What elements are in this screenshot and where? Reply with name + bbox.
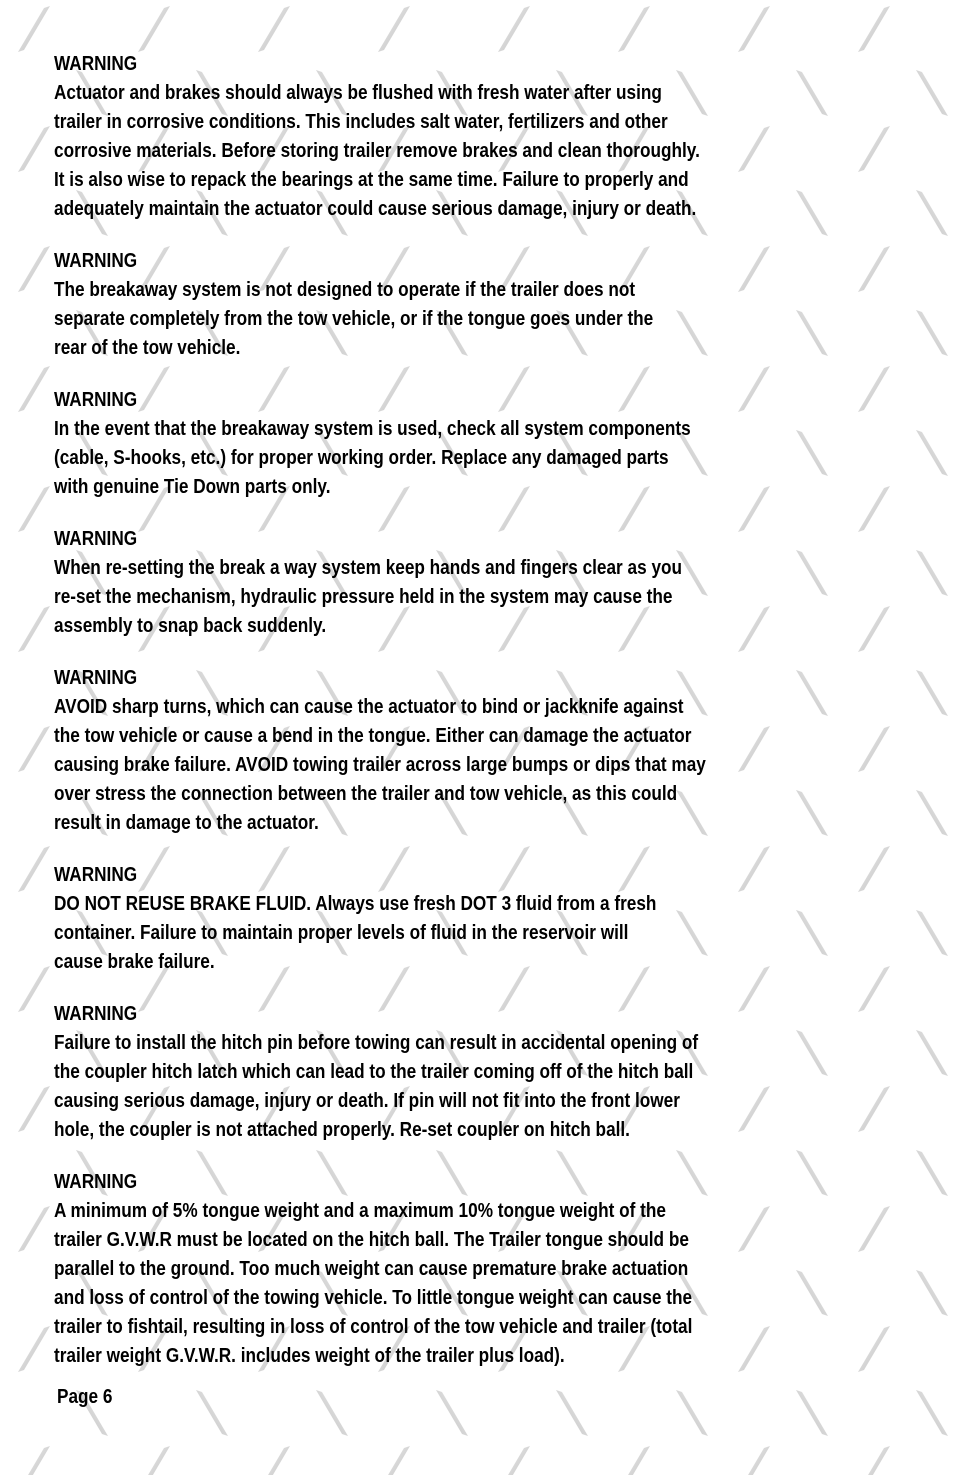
warning-block-1	[54, 50, 884, 224]
warning-line: When re-setting the break a way system keep hands and fingers clear as you	[54, 557, 683, 579]
warning-body	[54, 415, 884, 502]
warning-body	[54, 276, 884, 363]
warning-line: adequately maintain the actuator could cause serious damage, injury or death.	[54, 198, 697, 220]
warning-heading: WARNING	[54, 53, 138, 75]
warning-line: assembly to snap back suddenly.	[54, 615, 327, 637]
warning-body	[54, 1197, 884, 1371]
warning-body	[54, 890, 884, 977]
warning-line: corrosive materials. Before storing trailer remove brakes and clean thoroughly.	[54, 140, 700, 162]
warning-block-3	[54, 386, 884, 502]
warning-line: rear of the tow vehicle.	[54, 337, 241, 359]
warning-line: hole, the coupler is not attached properly. Re-set coupler on hitch ball.	[54, 1119, 630, 1141]
warning-heading: WARNING	[54, 1003, 138, 1025]
warning-line: Failure to install the hitch pin before towing can result in accidental opening of	[54, 1032, 699, 1054]
warning-line: cause brake failure.	[54, 951, 215, 973]
warning-body	[54, 1029, 884, 1145]
warning-line: with genuine Tie Down parts only.	[54, 476, 331, 498]
warning-line: container. Failure to maintain proper levels of fluid in the reservoir will	[54, 922, 629, 944]
warning-heading: WARNING	[54, 250, 138, 272]
warning-line: DO NOT REUSE BRAKE FLUID. Always use fresh DOT 3 fluid from a fresh	[54, 893, 657, 915]
warning-line: causing brake failure. AVOID towing trailer across large bumps or dips that may	[54, 754, 706, 776]
warning-heading: WARNING	[54, 1171, 138, 1193]
warning-line: (cable, S-hooks, etc.) for proper working order. Replace any damaged parts	[54, 447, 669, 469]
warning-block-6	[54, 861, 884, 977]
warning-block-2	[54, 247, 884, 363]
warning-heading: WARNING	[54, 667, 138, 689]
warning-line: AVOID sharp turns, which can cause the actuator to bind or jackknife against	[54, 696, 684, 718]
warning-heading: WARNING	[54, 864, 138, 886]
warning-heading: WARNING	[54, 528, 138, 550]
warning-line: In the event that the breakaway system is used, check all system components	[54, 418, 691, 440]
warning-block-4	[54, 525, 884, 641]
warnings-list	[54, 50, 884, 1394]
warning-line: It is also wise to repack the bearings at the same time. Failure to properly and	[54, 169, 689, 191]
warning-block-5	[54, 664, 884, 838]
warning-line: separate completely from the tow vehicle, or if the tongue goes under the	[54, 308, 654, 330]
warning-line: causing serious damage, injury or death. If pin will not fit into the front lower	[54, 1090, 680, 1112]
warning-line: the coupler hitch latch which can lead to the trailer coming off of the hitch ball	[54, 1061, 694, 1083]
page-number: Page 6	[57, 1386, 113, 1408]
warning-block-7	[54, 1000, 884, 1145]
warning-line: trailer weight G.V.W.R. includes weight of the trailer plus load).	[54, 1345, 565, 1367]
warning-line: trailer in corrosive conditions. This includes salt water, fertilizers and other	[54, 111, 668, 133]
warning-heading: WARNING	[54, 389, 138, 411]
warning-body	[54, 79, 884, 224]
warning-line: parallel to the ground. Too much weight can cause premature brake actuation	[54, 1258, 689, 1280]
warning-line: the tow vehicle or cause a bend in the tongue. Either can damage the actuator	[54, 725, 692, 747]
warning-line: A minimum of 5% tongue weight and a maximum 10% tongue weight of the	[54, 1200, 666, 1222]
warning-body	[54, 693, 884, 838]
warning-line: re-set the mechanism, hydraulic pressure held in the system may cause the	[54, 586, 673, 608]
warning-line: The breakaway system is not designed to operate if the trailer does not	[54, 279, 636, 301]
warning-line: trailer to fishtail, resulting in loss of control of the tow vehicle and trailer (total	[54, 1316, 693, 1338]
warning-line: trailer G.V.W.R must be located on the hitch ball. The Trailer tongue should be	[54, 1229, 689, 1251]
warning-block-8	[54, 1168, 884, 1371]
warning-line: over stress the connection between the trailer and tow vehicle, as this could	[54, 783, 678, 805]
warning-line: Actuator and brakes should always be flushed with fresh water after using	[54, 82, 662, 104]
warning-line: and loss of control of the towing vehicle. To little tongue weight can cause the	[54, 1287, 693, 1309]
warning-line: result in damage to the actuator.	[54, 812, 319, 834]
warning-body	[54, 554, 884, 641]
